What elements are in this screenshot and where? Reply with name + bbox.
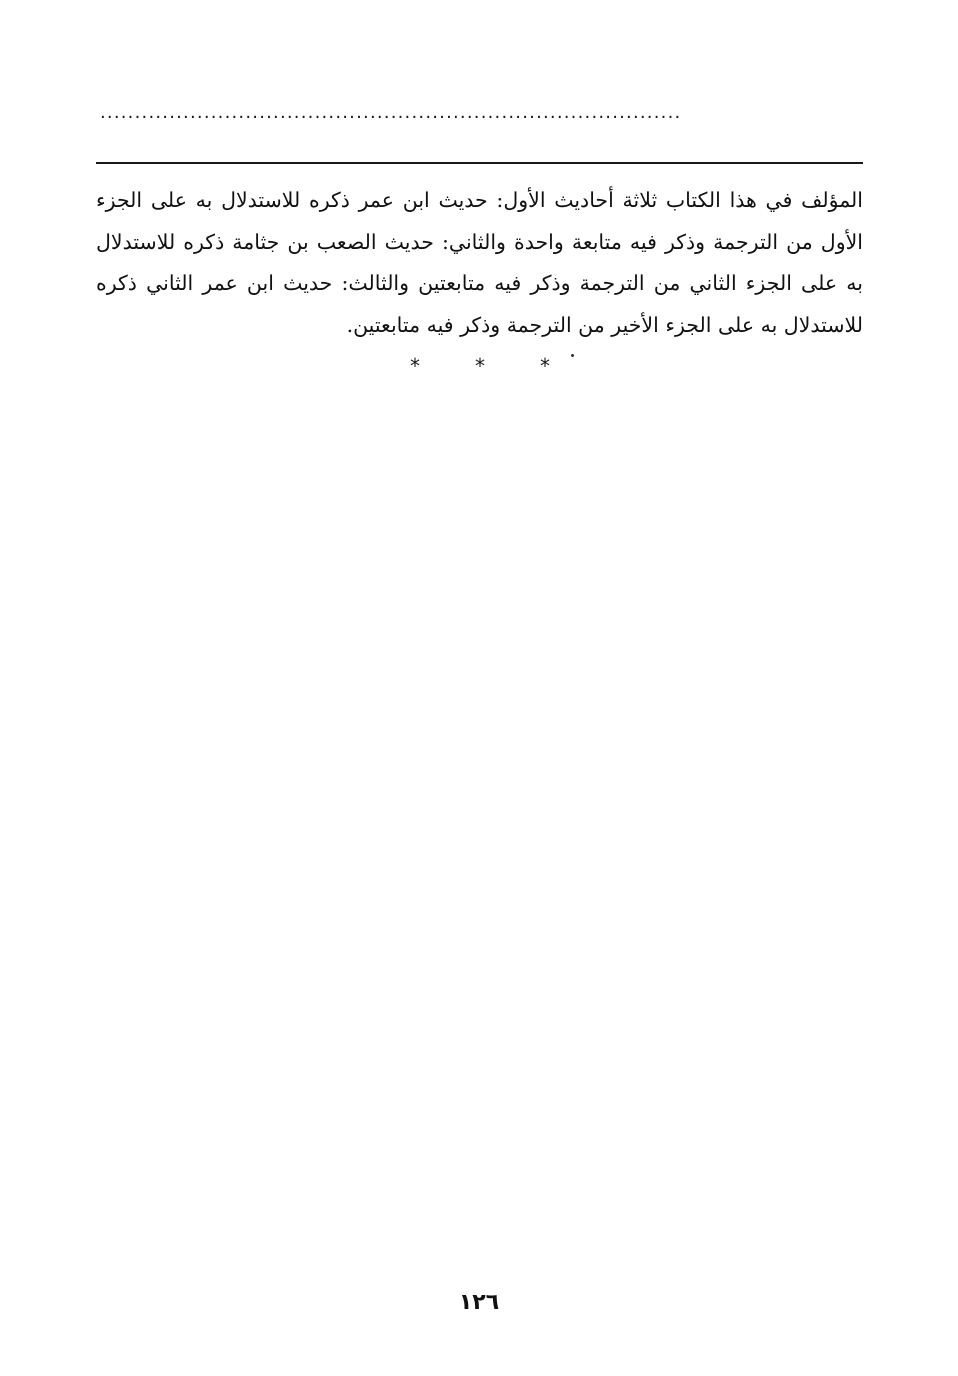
asterisk-icon: * xyxy=(475,354,485,378)
asterisk-icon: * xyxy=(540,354,550,378)
scan-speck xyxy=(571,354,574,357)
page-number: ١٢٦ xyxy=(458,1290,500,1315)
dotted-leader-line: .................................................................................... xyxy=(100,103,682,123)
footnote-divider xyxy=(96,162,863,164)
section-separator xyxy=(410,351,550,381)
body-text xyxy=(96,180,863,346)
paragraph: المؤلف في هذا الكتاب ثلاثة أحاديث الأول: حديث ابن عمر ذكره للاستدلال به على الجزء الأول من الترجمة وذكر فيه متابعة واحدة والثاني: حديث الصعب بن جثامة ذكره للاستدلال به على الجزء الثاني من الترجمة وذكر فيه متابعتين والثالث: حديث ابن عمر الثاني ذكره للاستدلال به على الجزء الأخير من الترجمة وذكر فيه متابعتين. xyxy=(96,188,863,337)
asterisk-icon: * xyxy=(410,354,420,378)
